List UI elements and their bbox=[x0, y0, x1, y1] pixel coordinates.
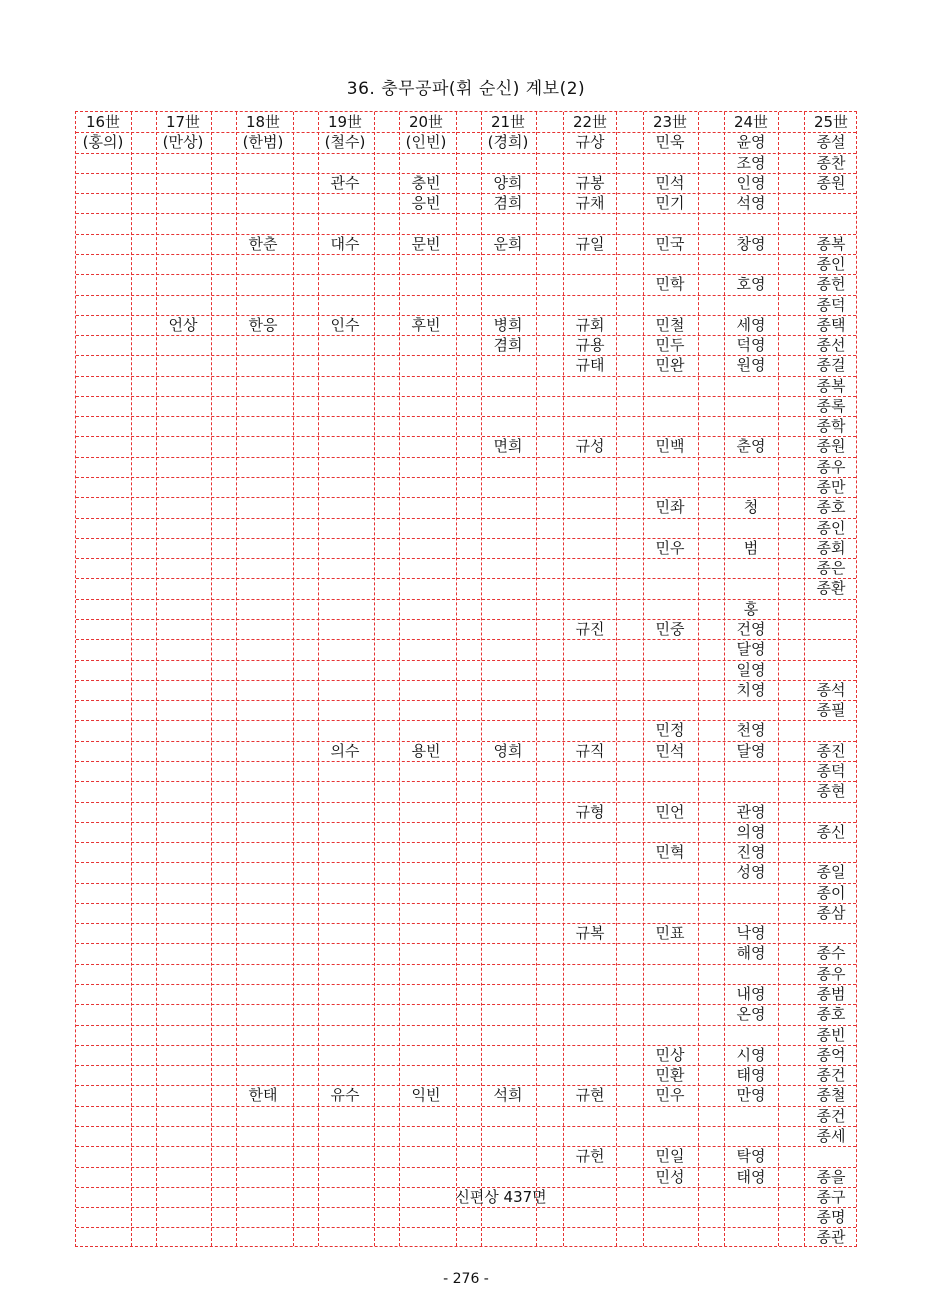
member-name: 치영 bbox=[736, 680, 766, 699]
member-name: 규태 bbox=[575, 356, 605, 375]
member-name: 종신 bbox=[816, 822, 846, 841]
member-name: 홍 bbox=[743, 599, 759, 618]
member-name: 청 bbox=[743, 498, 759, 517]
member-name: 종명 bbox=[816, 1208, 846, 1227]
row-divider bbox=[76, 1025, 856, 1026]
member-name: 한응 bbox=[248, 315, 278, 334]
member-name: 민석 bbox=[655, 173, 685, 192]
member-name: 익빈 bbox=[411, 1086, 441, 1105]
row-divider bbox=[76, 761, 856, 762]
row-divider bbox=[76, 295, 856, 296]
member-name: 종인 bbox=[816, 518, 846, 537]
member-name: 세영 bbox=[736, 315, 766, 334]
row-divider bbox=[76, 457, 856, 458]
page-title: 36. 충무공파(휘 순신) 계보(2) bbox=[346, 79, 586, 99]
member-name: 민표 bbox=[655, 924, 685, 943]
member-name: (홍의) bbox=[82, 133, 124, 152]
generation-header: 22世 bbox=[572, 113, 608, 131]
row-divider bbox=[76, 883, 856, 884]
member-name: 병희 bbox=[493, 315, 523, 334]
member-name: 덕영 bbox=[736, 336, 766, 355]
member-name: 민좌 bbox=[655, 498, 685, 517]
generation-header: 17世 bbox=[165, 113, 201, 131]
member-name: 문빈 bbox=[411, 234, 441, 253]
row-divider bbox=[76, 578, 856, 579]
member-name: 민완 bbox=[655, 356, 685, 375]
row-divider bbox=[76, 781, 856, 782]
member-name: 종택 bbox=[816, 315, 846, 334]
member-name: 시영 bbox=[736, 1045, 766, 1064]
member-name: 종건 bbox=[816, 1106, 846, 1125]
member-name: 석영 bbox=[736, 194, 766, 213]
generation-header: 24世 bbox=[733, 113, 769, 131]
member-name: 규직 bbox=[575, 741, 605, 760]
member-name: 종원 bbox=[816, 173, 846, 192]
member-name: 종학 bbox=[816, 417, 846, 436]
generation-header: 18世 bbox=[245, 113, 281, 131]
member-name: 만영 bbox=[736, 1086, 766, 1105]
member-name: 한춘 bbox=[248, 234, 278, 253]
member-name: 종걸 bbox=[816, 356, 846, 375]
member-name: 종회 bbox=[816, 538, 846, 557]
member-name: 민일 bbox=[655, 1147, 685, 1166]
member-name: 호영 bbox=[736, 275, 766, 294]
member-name: 민중 bbox=[655, 620, 685, 638]
member-name: 규형 bbox=[575, 802, 605, 821]
generation-header: 21世 bbox=[490, 113, 526, 131]
member-name: 겸희 bbox=[493, 194, 523, 213]
row-divider bbox=[76, 700, 856, 701]
member-name: (만상) bbox=[162, 133, 204, 152]
member-name: 민성 bbox=[655, 1167, 685, 1186]
member-name: 민철 bbox=[655, 315, 685, 334]
member-name: (한범) bbox=[242, 133, 284, 152]
member-name: 겸희 bbox=[493, 336, 523, 355]
member-name: 천영 bbox=[736, 721, 766, 740]
member-name: 종록 bbox=[816, 396, 846, 415]
member-name: 종선 bbox=[816, 336, 846, 355]
member-name: 종필 bbox=[816, 701, 846, 720]
generation-header: 16世 bbox=[85, 113, 121, 131]
member-name: 충빈 bbox=[411, 173, 441, 192]
member-name: 민석 bbox=[655, 741, 685, 760]
member-name: 성영 bbox=[736, 863, 766, 882]
row-divider bbox=[76, 1106, 856, 1107]
member-name: 종일 bbox=[816, 863, 846, 882]
member-name: 종헌 bbox=[816, 275, 846, 294]
member-name: 종찬 bbox=[816, 153, 846, 172]
member-name: 종현 bbox=[816, 782, 846, 801]
member-name: 종설 bbox=[816, 133, 846, 152]
member-name: 종관 bbox=[816, 1228, 846, 1247]
row-divider bbox=[76, 1207, 856, 1208]
member-name: 종덕 bbox=[816, 761, 846, 780]
member-name: 민백 bbox=[655, 437, 685, 456]
member-name: 한태 bbox=[248, 1086, 278, 1105]
member-name: 온영 bbox=[736, 1005, 766, 1024]
member-name: 규상 bbox=[575, 133, 605, 152]
member-name: 민우 bbox=[655, 538, 685, 557]
generation-header: 19世 bbox=[327, 113, 363, 131]
row-divider bbox=[76, 903, 856, 904]
member-name: 달영 bbox=[736, 640, 766, 659]
generation-header: 23世 bbox=[652, 113, 688, 131]
member-name: 일영 bbox=[736, 660, 766, 679]
member-name: 민두 bbox=[655, 336, 685, 355]
member-name: 의영 bbox=[736, 822, 766, 841]
member-name: 관수 bbox=[330, 173, 360, 192]
member-name: 종호 bbox=[816, 498, 846, 517]
member-name: 종복 bbox=[816, 376, 846, 395]
member-name: 종빈 bbox=[816, 1025, 846, 1044]
member-name: 종은 bbox=[816, 559, 846, 578]
member-name: 민혁 bbox=[655, 843, 685, 862]
member-name: 규봉 bbox=[575, 173, 605, 192]
generation-header: 20世 bbox=[408, 113, 444, 131]
member-name: 규복 bbox=[575, 924, 605, 943]
member-name: 민상 bbox=[655, 1045, 685, 1064]
member-name: (경희) bbox=[487, 133, 529, 152]
member-name: 종복 bbox=[816, 234, 846, 253]
row-divider bbox=[76, 518, 856, 519]
member-name: 운희 bbox=[493, 234, 523, 253]
member-name: 종우 bbox=[816, 457, 846, 476]
member-name: 민정 bbox=[655, 721, 685, 740]
member-name: 종삼 bbox=[816, 903, 846, 922]
member-name: 진영 bbox=[736, 843, 766, 862]
member-name: 해영 bbox=[736, 944, 766, 963]
row-divider bbox=[76, 964, 856, 965]
member-name: 윤영 bbox=[736, 133, 766, 152]
member-name: 규성 bbox=[575, 437, 605, 456]
member-name: 민기 bbox=[655, 194, 685, 213]
member-name: 종철 bbox=[816, 1086, 846, 1105]
member-name: 종만 bbox=[816, 478, 846, 497]
member-name: 건영 bbox=[736, 620, 766, 638]
member-name: 종이 bbox=[816, 883, 846, 902]
member-name: 민학 bbox=[655, 275, 685, 294]
member-name: 석희 bbox=[493, 1086, 523, 1105]
member-name: 인영 bbox=[736, 173, 766, 192]
member-name: 규채 bbox=[575, 194, 605, 213]
row-divider bbox=[76, 416, 856, 417]
member-name: 낙영 bbox=[736, 924, 766, 943]
member-name: 응빈 bbox=[411, 194, 441, 213]
member-name: 원영 bbox=[736, 356, 766, 375]
member-name: 유수 bbox=[330, 1086, 360, 1105]
generation-header: 25世 bbox=[813, 113, 849, 131]
member-name: 탁영 bbox=[736, 1147, 766, 1166]
member-name: 종진 bbox=[816, 741, 846, 760]
member-name: 종호 bbox=[816, 1005, 846, 1024]
member-name: 조영 bbox=[736, 153, 766, 172]
genealogy-table bbox=[75, 111, 857, 1247]
member-name: 규진 bbox=[575, 620, 605, 638]
member-name: 규일 bbox=[575, 234, 605, 253]
member-name: 민우 bbox=[655, 1086, 685, 1105]
member-name: 대수 bbox=[330, 234, 360, 253]
page-number: - 276 - bbox=[443, 1271, 489, 1287]
member-name: 종덕 bbox=[816, 295, 846, 314]
member-name: 언상 bbox=[168, 315, 198, 334]
member-name: 창영 bbox=[736, 234, 766, 253]
member-name: 종건 bbox=[816, 1066, 846, 1085]
member-name: 규헌 bbox=[575, 1147, 605, 1166]
source-note: 신편상 437면 bbox=[455, 1187, 547, 1206]
member-name: 태영 bbox=[736, 1066, 766, 1085]
row-divider bbox=[76, 477, 856, 478]
member-name: 춘영 bbox=[736, 437, 766, 456]
member-name: 규용 bbox=[575, 336, 605, 355]
member-name: 관영 bbox=[736, 802, 766, 821]
member-name: (철수) bbox=[324, 133, 366, 152]
member-name: 종구 bbox=[816, 1187, 846, 1206]
member-name: 민욱 bbox=[655, 133, 685, 152]
member-name: 양희 bbox=[493, 173, 523, 192]
member-name: 후빈 bbox=[411, 315, 441, 334]
member-name: 종을 bbox=[816, 1167, 846, 1186]
member-name: 내영 bbox=[736, 985, 766, 1004]
member-name: 종우 bbox=[816, 964, 846, 983]
member-name: 종석 bbox=[816, 680, 846, 699]
member-name: 영희 bbox=[493, 741, 523, 760]
member-name: 종억 bbox=[816, 1045, 846, 1064]
member-name: 달영 bbox=[736, 741, 766, 760]
member-name: 종세 bbox=[816, 1127, 846, 1145]
member-name: 종원 bbox=[816, 437, 846, 456]
member-name: (인빈) bbox=[405, 133, 447, 152]
member-name: 규현 bbox=[575, 1086, 605, 1105]
member-name: 용빈 bbox=[411, 741, 441, 760]
row-divider bbox=[76, 396, 856, 397]
member-name: 태영 bbox=[736, 1167, 766, 1186]
row-divider bbox=[76, 1126, 856, 1127]
row-divider bbox=[76, 213, 856, 214]
row-divider bbox=[76, 254, 856, 255]
member-name: 종환 bbox=[816, 579, 846, 598]
member-name: 의수 bbox=[330, 741, 360, 760]
member-name: 범 bbox=[743, 538, 759, 557]
member-name: 면희 bbox=[493, 437, 523, 456]
row-divider bbox=[76, 1227, 856, 1228]
member-name: 종인 bbox=[816, 254, 846, 273]
member-name: 규회 bbox=[575, 315, 605, 334]
member-name: 민언 bbox=[655, 802, 685, 821]
member-name: 종수 bbox=[816, 944, 846, 963]
member-name: 민국 bbox=[655, 234, 685, 253]
row-divider bbox=[76, 558, 856, 559]
member-name: 인수 bbox=[330, 315, 360, 334]
row-divider bbox=[76, 376, 856, 377]
member-name: 민환 bbox=[655, 1066, 685, 1085]
member-name: 종범 bbox=[816, 985, 846, 1004]
